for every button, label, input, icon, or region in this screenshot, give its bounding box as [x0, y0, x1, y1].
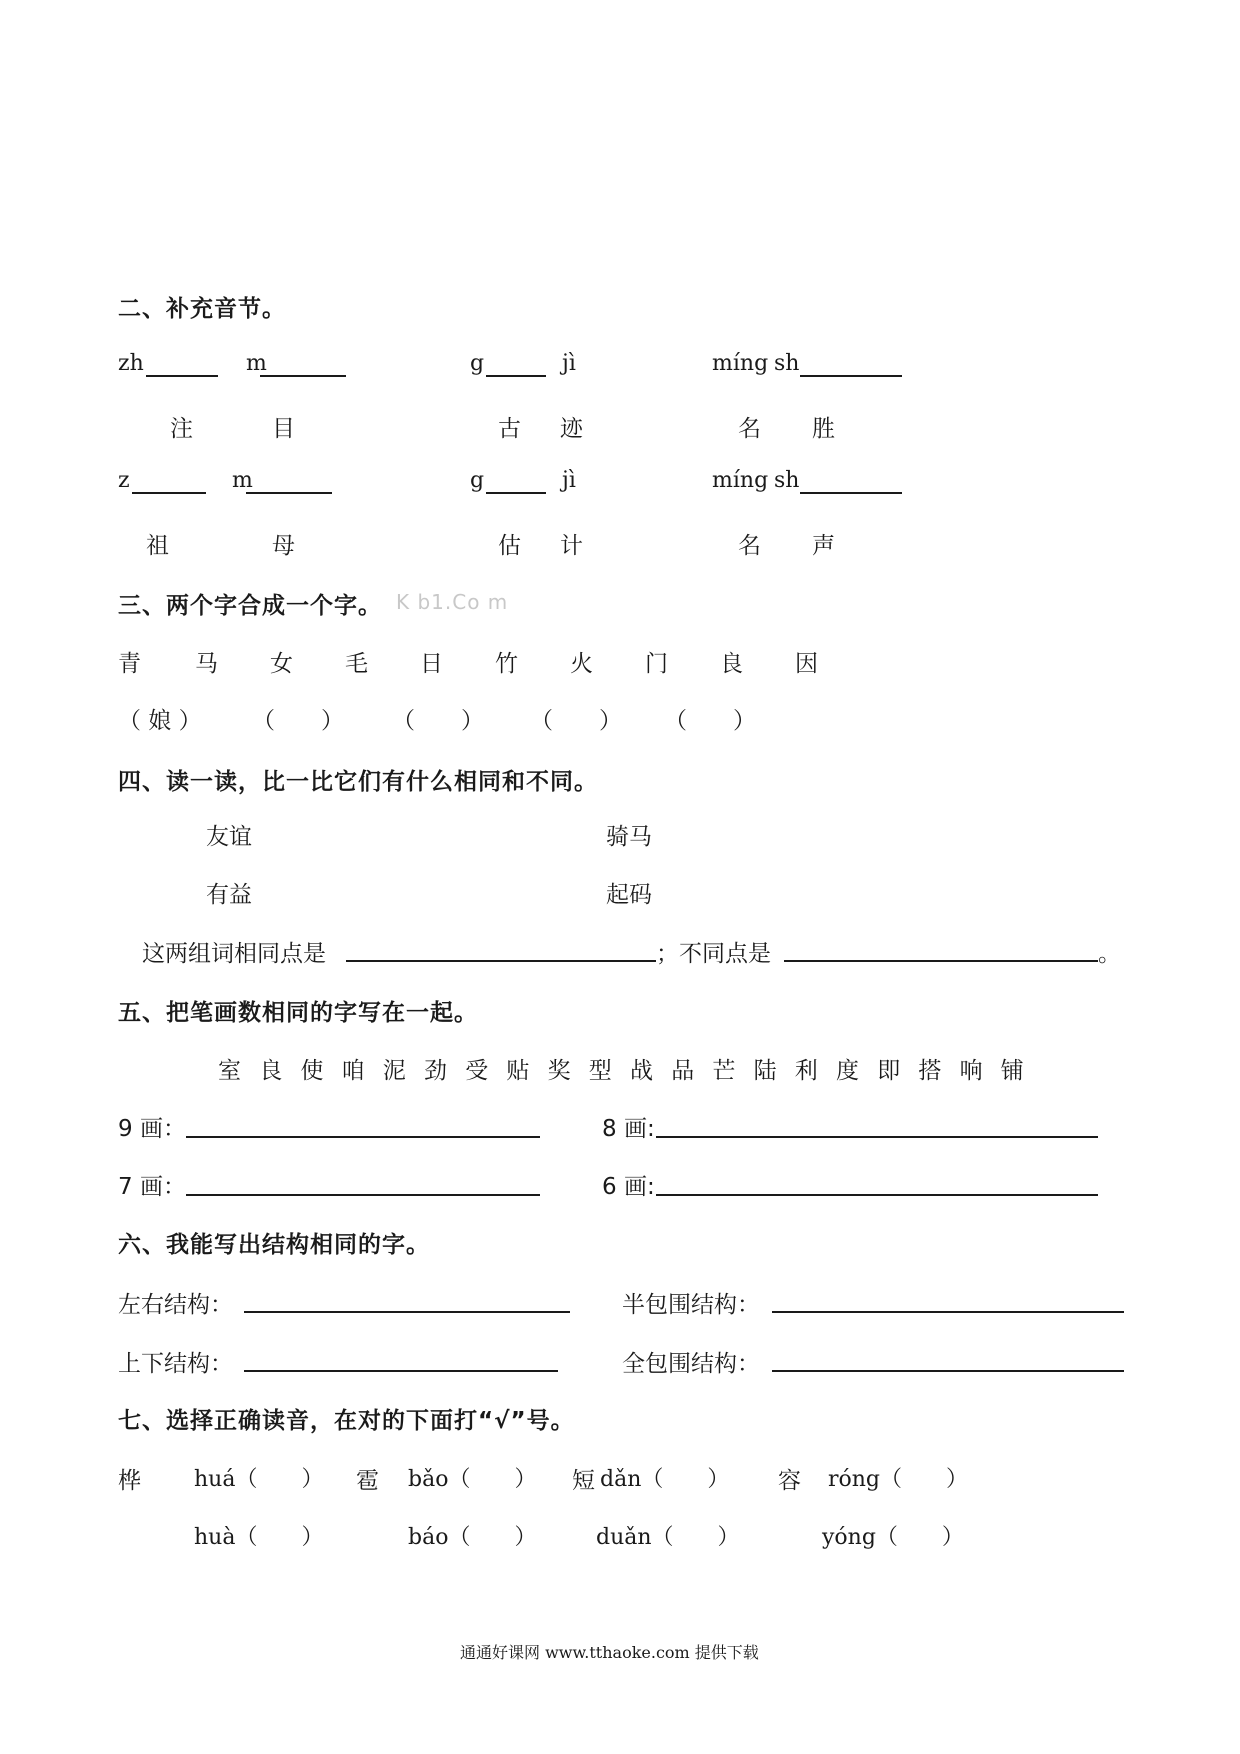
pinyin-z: z: [118, 468, 130, 493]
answer-box[interactable]: （ 娘 ）: [118, 708, 202, 734]
blank-line[interactable]: [800, 375, 902, 377]
pinyin-option[interactable]: bǎo（ ）: [408, 1467, 537, 1492]
char: 目: [272, 416, 295, 442]
word: 友谊: [206, 824, 252, 850]
char: 受: [465, 1058, 489, 1084]
answer-line[interactable]: [186, 1194, 540, 1196]
pinyin-option[interactable]: huà（ ）: [194, 1525, 324, 1550]
char: 良: [259, 1058, 283, 1084]
char: 咱: [341, 1058, 365, 1084]
answer-line[interactable]: [656, 1136, 1098, 1138]
char: 古: [498, 416, 521, 442]
section-7-heading: 七、选择正确读音，在对的下面打“√”号。: [118, 1408, 575, 1434]
char: 搭: [918, 1058, 942, 1084]
char: 型: [588, 1058, 612, 1084]
char: 短: [572, 1468, 595, 1494]
pinyin-m: m: [246, 351, 267, 376]
pinyin-g: g: [470, 351, 485, 376]
char: 马: [195, 651, 218, 677]
blank-line[interactable]: [246, 492, 332, 494]
answer-line[interactable]: [772, 1370, 1124, 1372]
char: 门: [645, 651, 668, 677]
blank-line[interactable]: [486, 492, 546, 494]
section-2-heading: 二、补充音节。: [118, 296, 286, 322]
answer-line[interactable]: [244, 1311, 570, 1313]
char: 陆: [753, 1058, 777, 1084]
char: 女: [270, 651, 293, 677]
char: 日: [420, 651, 443, 677]
char: 室: [218, 1058, 241, 1084]
pinyin-ming: míng: [712, 351, 769, 376]
char: 品: [671, 1058, 695, 1084]
pinyin-ming: míng: [712, 468, 769, 493]
char: 良: [720, 651, 743, 677]
char: 劲: [424, 1058, 447, 1084]
pinyin-sh: sh: [774, 468, 800, 493]
char: 火: [570, 651, 593, 677]
label-7-strokes: 7 画：: [118, 1174, 186, 1200]
section-6-heading: 六、我能写出结构相同的字。: [118, 1232, 430, 1258]
char: 战: [630, 1058, 653, 1084]
pinyin-ji: jì: [562, 351, 576, 376]
pinyin-ji: jì: [562, 468, 576, 493]
char: 度: [836, 1058, 859, 1084]
pinyin-g: g: [470, 468, 485, 493]
char: 响: [959, 1058, 983, 1084]
char: 注: [170, 416, 193, 442]
char: 因: [795, 651, 818, 677]
answer-box[interactable]: （ ）: [530, 708, 622, 734]
char: 迹: [560, 416, 583, 442]
answer-box[interactable]: （ ）: [664, 708, 756, 734]
pinyin-sh: sh: [774, 351, 800, 376]
char: 名: [738, 416, 761, 442]
pinyin-option[interactable]: báo（ ）: [408, 1525, 537, 1550]
blank-line[interactable]: [146, 375, 218, 377]
prompt-same: 这两组词相同点是: [142, 941, 326, 967]
pinyin-m: m: [232, 468, 253, 493]
char: 青: [118, 651, 141, 677]
pinyin-option[interactable]: duǎn（ ）: [596, 1525, 740, 1550]
answer-line-same[interactable]: [346, 960, 656, 962]
word: 有益: [206, 882, 252, 908]
pinyin-option[interactable]: huá（ ）: [194, 1467, 324, 1492]
char: 计: [560, 533, 583, 559]
char: 贴: [506, 1058, 530, 1084]
char: 容: [778, 1468, 801, 1494]
word: 骑马: [606, 824, 652, 850]
label-left-right: 左右结构：: [118, 1292, 233, 1318]
char: 桦: [118, 1468, 141, 1494]
char: 母: [272, 533, 295, 559]
answer-line-diff[interactable]: [784, 960, 1098, 962]
label-half-enclosed: 半包围结构：: [622, 1292, 760, 1318]
char: 芒: [712, 1058, 736, 1084]
footer-text: 通通好课网 www.tthaoke.com 提供下载: [460, 1643, 759, 1662]
answer-box[interactable]: （ ）: [392, 708, 484, 734]
answer-box[interactable]: （ ）: [252, 708, 344, 734]
label-top-bottom: 上下结构：: [118, 1351, 233, 1377]
section-4-heading: 四、读一读，比一比它们有什么相同和不同。: [118, 769, 598, 795]
blank-line[interactable]: [132, 492, 206, 494]
char: 利: [794, 1058, 818, 1084]
char: 估: [498, 533, 521, 559]
char: 即: [877, 1058, 901, 1084]
blank-line[interactable]: [800, 492, 902, 494]
prompt-diff: ；不同点是: [656, 941, 771, 967]
watermark-text: K b1.Co m: [396, 590, 509, 614]
char: 胜: [812, 416, 835, 442]
pinyin-option[interactable]: yóng（ ）: [822, 1525, 964, 1550]
char: 奖: [547, 1058, 571, 1084]
answer-line[interactable]: [656, 1194, 1098, 1196]
section-3-heading: 三、两个字合成一个字。: [118, 593, 382, 619]
char: 名: [738, 533, 761, 559]
char: 使: [300, 1058, 324, 1084]
answer-line[interactable]: [244, 1370, 558, 1372]
char: 竹: [495, 651, 518, 677]
char: 铺: [1000, 1058, 1024, 1084]
char: 毛: [345, 651, 368, 677]
label-6-strokes: 6 画:: [602, 1174, 655, 1200]
word: 起码: [606, 882, 652, 908]
char: 祖: [146, 533, 169, 559]
label-full-enclosed: 全包围结构：: [622, 1351, 760, 1377]
blank-line[interactable]: [486, 375, 546, 377]
label-9-strokes: 9 画：: [118, 1116, 186, 1142]
pinyin-option[interactable]: dǎn（ ）: [600, 1467, 730, 1492]
pinyin-option[interactable]: róng（ ）: [828, 1467, 969, 1492]
answer-line[interactable]: [186, 1136, 540, 1138]
label-8-strokes: 8 画:: [602, 1116, 655, 1142]
char: 声: [812, 533, 835, 559]
section-5-heading: 五、把笔画数相同的字写在一起。: [118, 1000, 478, 1026]
period: 。: [1098, 941, 1121, 967]
pinyin-zh: zh: [118, 351, 144, 376]
answer-line[interactable]: [772, 1311, 1124, 1313]
blank-line[interactable]: [260, 375, 346, 377]
char: 泥: [382, 1058, 406, 1084]
char: 雹: [356, 1468, 379, 1494]
